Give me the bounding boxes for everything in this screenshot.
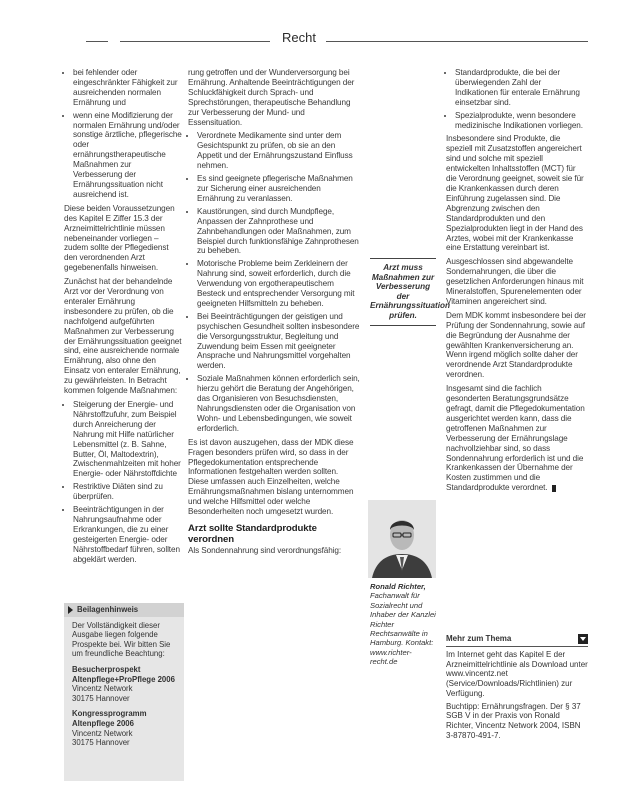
paragraph: Dem MDK kommt insbesondere bei der Prüfung der Sondennahrung, sowie auf die Begründung der Ausnahme der gewählten Krankenversicherung an. Wenn irgend möglich sollte daher der verordnende Arzt Standardprodukte verordnen. bbox=[446, 310, 586, 380]
header-rule-right bbox=[326, 41, 588, 42]
pull-quote: Arzt muss Maßnahmen zur Verbesserung der Ernährungssituation prüfen. bbox=[370, 258, 436, 326]
paragraph: Ausgeschlossen sind abgewandelte Sondernahrungen, die über die gesetzlichen Anforderungen hinaus mit Mineralstoffen, Spurenelementen oder Vitaminen angereichert sind. bbox=[446, 257, 584, 306]
list-item: • Spezialprodukte, wenn besondere medizinische Indikationen vorliegen. bbox=[455, 111, 586, 131]
list-item: • Es sind geeignete pflegerische Maßnahmen zur Sicherung einer ausreichenden Ernährung zu veranlassen. bbox=[197, 174, 360, 204]
more-on-topic-header bbox=[446, 634, 588, 647]
insert-item-title: Besucherprospekt Altenpflege+ProPflege 2006 bbox=[72, 664, 175, 684]
insert-item-publisher: Vincentz Network bbox=[72, 684, 133, 694]
caption-text: Fachanwalt für Sozialrecht und Inhaber der Kanzlei Richter Rechtsanwälte in Hamburg. Kontakt: www.richter-recht.de bbox=[370, 591, 436, 667]
section-heading: Arzt sollte Standardprodukte verordnen bbox=[188, 522, 317, 545]
insert-item-city: 30175 Hannover bbox=[72, 738, 130, 748]
list-item: • Beeinträchtigungen in der Nahrungsaufnahme oder Erkrankungen, die zu einer gesteigerten Energie- oder Nährstoffbedarf führen, sollten abgeklärt werden. bbox=[73, 505, 182, 564]
list-item: • Steigerung der Energie- und Nährstoffzufuhr, zum Beispiel durch Anreicherung der Nahrung mit Hilfe natürlicher Lebensmittel (z. B. Sahne, Butter, Öl, Maltodextrin), Zwischenmahlzeiten mit hoher Energie- oder Nährstoffdichte bbox=[73, 400, 182, 479]
section-title: Recht bbox=[282, 30, 316, 45]
paragraph: Es ist davon auszugehen, dass der MDK diese Fragen besonders prüfen wird, so dass in der Pflegedokumentation entsprechende Informationen festgehalten werden sollten. Diese umfassen auch Einzelheiten, welche Ernährungsmaßnahmen bislang unternommen und welche Hilfsmittel oder welche Besonderheiten noch umgesetzt wurden. bbox=[188, 437, 354, 517]
insert-item-publisher: Vincentz Network bbox=[72, 728, 133, 738]
paragraph: Als Sondennahrung sind verordnungsfähig: bbox=[188, 545, 342, 555]
list-item: • Motorische Probleme beim Zerkleinern der Nahrung sind, soweit erforderlich, durch die Verwendung von ergotherapeutischem Besteck und entsprechender Versorgung mit geeigneten Hilfsmitteln zu beheben. bbox=[197, 259, 360, 309]
bullet-list-bottom bbox=[64, 400, 182, 565]
more-on-topic-text: Im Internet geht das Kapitel E der Arzneimittelrichtlinie als Download unter www.vincentz.net (Service/Downloads/Richtlinien) zur Verfügung. bbox=[446, 650, 588, 698]
column-4 bbox=[446, 68, 586, 497]
insert-notice-box bbox=[64, 603, 184, 781]
list-item: • bei fehlender oder eingeschränkter Fähigkeit zur ausreichenden normalen Ernährung und bbox=[73, 68, 182, 108]
insert-item-title: Kongressprogramm Altenpflege 2006 bbox=[72, 709, 147, 728]
list-item: • Standardprodukte, die bei der überwiegenden Zahl der Indikationen für enterale Ernährung einsetzbar sind. bbox=[455, 68, 586, 108]
column-1 bbox=[64, 68, 182, 569]
insert-notice-body bbox=[64, 617, 184, 748]
paragraph: rung getroffen und der Wunderversorgung bei Ernährung. Anhaltende Beeinträchtigungen der Schluckfähigkeit durch Sprach- und Sprechstörungen, therapeutische Behandlung zur Verbesserung der Mund- und Essensituation. bbox=[188, 68, 355, 127]
bullet-list bbox=[188, 131, 360, 433]
bullet-list bbox=[446, 68, 586, 130]
book-tip-text: Buchtipp: Ernährungsfragen. Der § 37 SGB V in der Praxis von Ronald Richter, Vincentz Network 2004, ISBN 3-87870-491-7. bbox=[446, 701, 581, 740]
list-item: • Soziale Maßnahmen können erforderlich sein, hierzu gehört die Beratung der Angehörigen, das Organisieren von Besuchsdiensten, Nahrungsdiensten oder die Organisation von Wohn- und Lebensbedingungen, wie soweit erforderlich. bbox=[197, 374, 360, 433]
arrow-right-icon bbox=[68, 606, 73, 614]
list-item: • Bei Beeinträchtigungen der geistigen und psychischen Gesundheit sollten insbesondere die Versorgungsstruktur, Begleitung und Zuwendung beim Essen mit geeigneter Ansprache und Nahrungsmittel vorgehalten werden. bbox=[197, 312, 360, 371]
insert-notice-header bbox=[64, 603, 184, 617]
list-item: • wenn eine Modifizierung der normalen Ernährung und/oder sonstige ärztliche, pflegerische oder ernährungstherapeutische Maßnahmen zur Verbesserung der Ernährungssituation nicht ausreichend ist. bbox=[73, 111, 182, 200]
header-rule-left bbox=[120, 41, 270, 42]
more-on-topic-box bbox=[446, 634, 588, 743]
header-rule-left-short bbox=[86, 41, 108, 42]
page-header bbox=[0, 0, 617, 52]
list-item: • Verordnete Medikamente sind unter dem Gesichtspunkt zu prüfen, ob sie an den Appetit und der Ernährungszustand Einfluss nehmen. bbox=[197, 131, 360, 171]
paragraph-text: Insgesamt sind die fachlich gesonderten Beratungsgrundsätze gefragt, damit die Pflegedokumentation ausgerichtet werden kann, dass die getroffenen Maßnahmen zur Verbesserung der Ernährungslage nachvollziehbar sind, so dass Sondennahrung erforderlich ist und die Krankenkassen der Übernahme der Kosten zustimmen und die Standardprodukte verordnet. bbox=[446, 384, 585, 493]
insert-item bbox=[72, 709, 178, 747]
end-mark-icon bbox=[552, 485, 556, 492]
column-2 bbox=[188, 68, 360, 560]
insert-item bbox=[72, 665, 178, 703]
list-item: • Kaustörungen, sind durch Mundpflege, Anpassen der Zahnprothese und Zahnbehandlungen oder Maßnahmen, zum Beispiel durch funktionsfähige Zahnprothesen zu beheben. bbox=[197, 207, 360, 257]
download-icon[interactable] bbox=[578, 634, 588, 644]
bullet-list-top bbox=[64, 68, 182, 200]
paragraph: Insbesondere sind Produkte, die speziell mit Zusatzstoffen angereichert sind und solche mit speziell entwickelten Inhaltsstoffen (MCT) für die Verordnung geeignet, soweit sie für die Krankenkassen durch deren Einführung zugelassen sind. Die Abgrenzung zwischen den Standardprodukten und den Spezialprodukten liegt in der Hand des Arztes, wobei mit der Krankenkasse eine Erstattung vereinbart ist. bbox=[446, 134, 584, 253]
caption-name: Ronald Richter, bbox=[370, 582, 426, 591]
paragraph bbox=[446, 384, 586, 493]
list-item: • Restriktive Diäten sind zu überprüfen. bbox=[73, 482, 182, 502]
insert-notice-intro: Der Vollständigkeit dieser Ausgabe liegen folgende Prospekte bei. Wir bitten Sie um freundliche Beachtung: bbox=[72, 620, 171, 659]
photo-caption bbox=[370, 582, 438, 667]
author-photo bbox=[368, 500, 436, 578]
paragraph: Zunächst hat der behandelnde Arzt vor der Verordnung von enteraler Ernährung insbesondere zu prüfen, ob die nachfolgend aufgeführten Maßnahmen zur Verbesserung der Ernährungssituation geeignet sind, eine ausreichende normale Ernährung, also ohne den Einsatz von enteraler Ernährung, zu gewährleisten. In Betracht kommen folgende Maßnahmen: bbox=[64, 277, 182, 396]
insert-item-city: 30175 Hannover bbox=[72, 693, 130, 703]
insert-notice-title: Beilagenhinweis bbox=[77, 605, 139, 614]
paragraph: Diese beiden Voraussetzungen des Kapitel E Ziffer 15.3 der Arzneimittelrichtlinie müssen nebeneinander vorliegen – zudem sollte der Pflegedienst den verordnenden Arzt gegebenenfalls hinweisen. bbox=[64, 203, 175, 273]
more-on-topic-title: Mehr zum Thema bbox=[446, 634, 512, 644]
portrait-image bbox=[368, 500, 436, 578]
